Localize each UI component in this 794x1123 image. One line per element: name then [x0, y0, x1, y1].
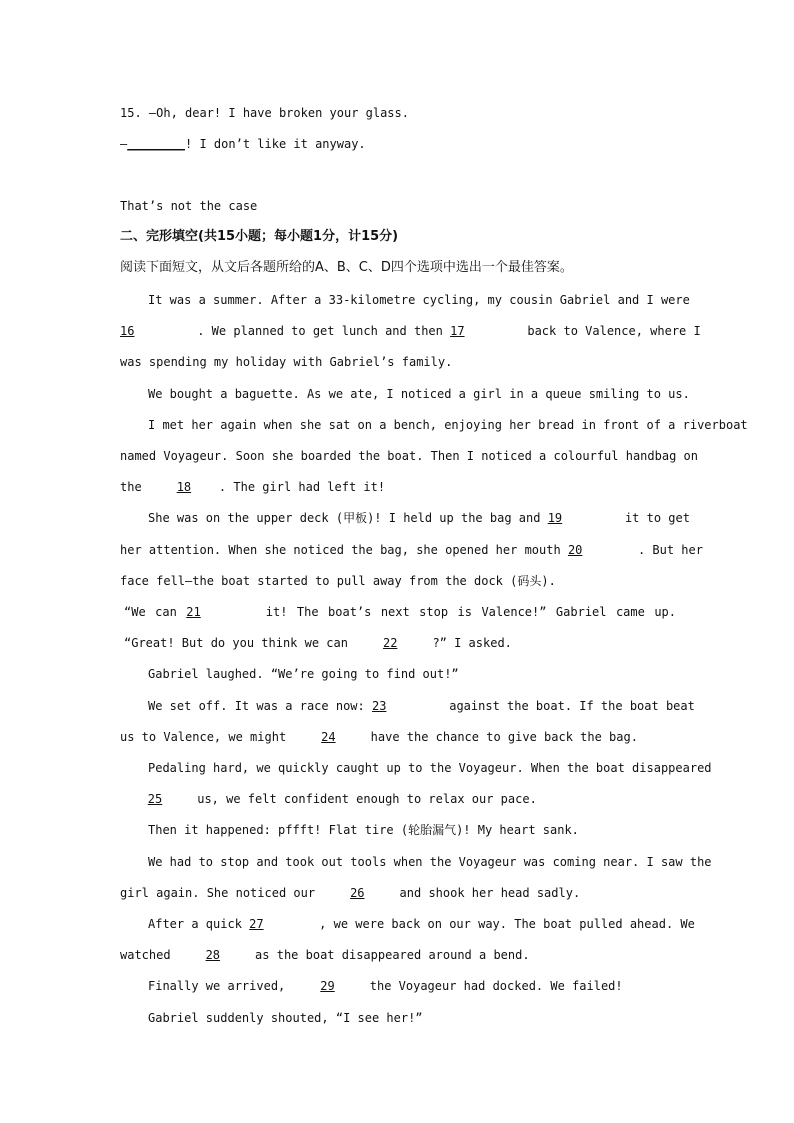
passage-text: us to Valence, we might — [120, 730, 287, 744]
blank-25: 25 — [147, 792, 163, 806]
blank-26: 26 — [350, 886, 365, 900]
section-instruction: 阅读下面短文，从文后各题所给的A、B、C、D四个选项中选出一个最佳答案。 — [120, 260, 573, 275]
passage-line-1: It was a summer. After a 33-kilometre cycling, my cousin Gabriel and I were — [148, 293, 690, 307]
passage-line-8 — [148, 510, 690, 526]
passage-text: it! The boat’s next stop is Valence!” Gabriel came up. — [265, 605, 676, 619]
passage-line-4: We bought a baguette. As we ate, I noticed a girl in a queue smiling to us. — [148, 387, 690, 401]
passage-line-17 — [120, 791, 676, 807]
passage-line-14 — [148, 698, 695, 714]
question-15-answer — [120, 136, 676, 152]
blank-22: 22 — [382, 636, 398, 650]
passage-line-18: Then it happened: pffft! Flat tire (轮胎漏气)! My heart sank. — [148, 823, 579, 837]
blank-23: 23 — [371, 699, 387, 713]
passage-text: She was on the upper deck (甲板)! I held up the bag and — [148, 511, 541, 525]
blank-17: 17 — [450, 324, 465, 338]
passage-text: , we were back on our way. The boat pulled ahead. We — [319, 917, 695, 931]
passage-line-21 — [148, 916, 695, 932]
passage-text: girl again. She noticed our — [120, 886, 316, 900]
passage-line-5: I met her again when she sat on a bench, enjoying her bread in front of a riverboat — [148, 418, 748, 432]
passage-line-22 — [120, 947, 676, 963]
passage-text: us, we felt confident enough to relax our pace. — [197, 792, 537, 806]
passage-text: “Great! But do you think we can — [124, 636, 348, 650]
blank-27: 27 — [249, 917, 264, 931]
option-d-content: That’s not the case — [120, 199, 258, 213]
passage-text: have the chance to give back the bag. — [370, 730, 638, 744]
passage-line-9 — [120, 542, 703, 558]
passage-text: We set off. It was a race now: — [148, 699, 365, 713]
passage-text: her attention. When she noticed the bag, she opened her mouth — [120, 543, 561, 557]
passage-line-2 — [120, 323, 701, 339]
blank-29: 29 — [320, 979, 335, 993]
passage-line-19: We had to stop and took out tools when the Voyageur was coming near. I saw the — [148, 855, 712, 869]
passage-line-15 — [120, 729, 676, 745]
passage-line-13: Gabriel laughed. “We’re going to find out!” — [148, 667, 459, 681]
question-15-text: 15. —Oh, dear! I have broken your glass. — [120, 106, 409, 120]
blank-24: 24 — [321, 730, 336, 744]
passage-text: . We planned to get lunch and then — [197, 324, 443, 338]
answer-dash: — — [120, 137, 128, 151]
passage-text: the — [120, 480, 142, 494]
answer-blank: ________ — [127, 137, 186, 151]
passage-text: against the boat. If the boat beat — [449, 699, 695, 713]
question-15 — [120, 105, 676, 121]
passage-line-24: Gabriel suddenly shouted, “I see her!” — [148, 1011, 423, 1025]
passage-line-11 — [124, 604, 676, 620]
answer-suffix: ! I don’t like it anyway. — [185, 137, 366, 151]
passage-text: the Voyageur had docked. We failed! — [369, 979, 623, 993]
passage-text: ?” I asked. — [432, 636, 512, 650]
blank-19: 19 — [547, 511, 563, 525]
passage-line-3: was spending my holiday with Gabriel’s family. — [120, 355, 453, 369]
passage-line-12 — [124, 635, 676, 651]
passage-line-16: Pedaling hard, we quickly caught up to the Voyageur. When the boat disappeared — [148, 761, 712, 775]
passage-text: . The girl had left it! — [218, 480, 386, 494]
passage-text: it to get — [624, 511, 690, 525]
option-d-text — [120, 198, 676, 214]
passage-text: watched — [120, 948, 171, 962]
passage-text: and shook her head sadly. — [399, 886, 581, 900]
blank-18: 18 — [176, 480, 192, 494]
blank-21: 21 — [186, 605, 201, 619]
passage-line-7 — [120, 479, 676, 495]
blank-20: 20 — [567, 543, 583, 557]
passage-text: . But her — [637, 543, 703, 557]
passage-text: “We can — [124, 605, 177, 619]
passage-line-10: face fell—the boat started to pull away from the dock (码头). — [120, 574, 556, 588]
passage-line-20 — [120, 885, 676, 901]
blank-28: 28 — [205, 948, 221, 962]
passage-text: back to Valence, where I — [527, 324, 701, 338]
section-heading: 二、完形填空(共15小题；每小题1分，计15分) — [120, 229, 399, 244]
passage-line-6: named Voyageur. Soon she boarded the boat. Then I noticed a colourful handbag on — [120, 449, 698, 463]
passage-text: as the boat disappeared around a bend. — [255, 948, 530, 962]
passage-text: Finally we arrived, — [148, 979, 286, 993]
passage-line-23 — [148, 978, 676, 994]
passage-text: After a quick — [148, 917, 242, 931]
blank-16: 16 — [120, 324, 135, 338]
